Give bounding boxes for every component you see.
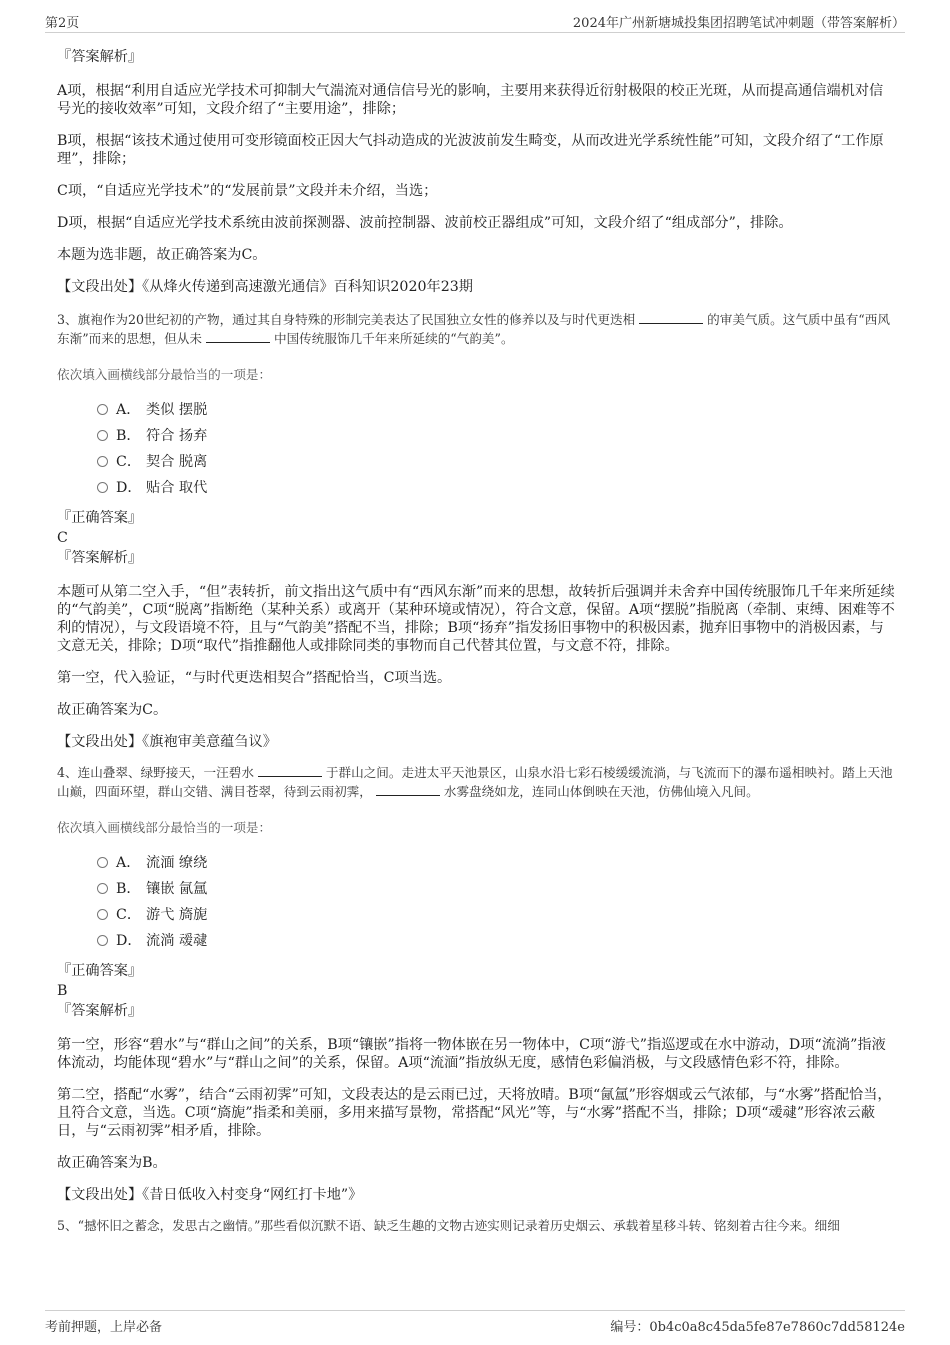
option-text: 流淌 叆叇 — [146, 933, 208, 949]
q2-conclusion: 本题为选非题，故正确答案为C。 — [57, 247, 267, 263]
option-key: D． — [116, 480, 142, 496]
q4-analysis-2: 第二空，搭配“水雾”，结合“云雨初霁”可知，文段表达的是云雨已过，天将放晴。B项“氤氲”形容烟或云气浓郁，与“水雾”搭配恰当，且符合文意，当选。C项“旖旎”指柔和美丽，多用来描写景物，常搭配“风光”等，与“水雾”搭配不当，排除；D项“叆叇”形容浓云蔽日，与“云雨初霁”相矛盾，排除。 — [57, 1087, 892, 1139]
option-key: C． — [116, 907, 142, 923]
q4-stem — [57, 763, 895, 801]
q3-source: 【文段出处】《旗袍审美意蕴刍议》 — [57, 734, 277, 750]
option-key: A． — [116, 402, 141, 418]
q3-option-c[interactable] — [97, 449, 895, 475]
q3-answer: C — [57, 530, 68, 546]
radio-icon[interactable] — [97, 482, 108, 493]
q4-options — [97, 850, 895, 954]
page-footer — [45, 1310, 905, 1333]
option-key: B． — [116, 881, 141, 897]
q5-stem: 5、“撼怀旧之蓄念，发思古之幽情。”那些看似沉默不语、缺乏生趣的文物古迹实则记录着历史烟云、承载着星移斗转、铭刻着古往今来。细细 — [57, 1218, 840, 1233]
page-header — [45, 8, 905, 33]
q2-analysis-option-a: A项，根据“利用自适应光学技术可抑制大气湍流对通信信号光的影响，主要用来获得近衍射极限的校正光斑，从而提高通信端机对信号光的接收效率”可知，文段介绍了“主要用途”，排除； — [57, 83, 884, 117]
option-key: C． — [116, 454, 142, 470]
q3-answer-heading: 『正确答案』 — [57, 510, 143, 526]
radio-icon[interactable] — [97, 456, 108, 467]
option-text: 贴合 取代 — [146, 480, 208, 496]
q4-stem-part-3: 水雾盘绕如龙，连同山体倒映在天池，仿佛仙境入凡间。 — [443, 784, 759, 799]
q3-stem-part-1: 3、旗袍作为20世纪初的产物，通过其自身特殊的形制完美表达了民国独立女性的修养以及与时代更迭相 — [57, 312, 636, 327]
page-number-label: 第2页 — [45, 16, 80, 31]
option-key: B． — [116, 428, 141, 444]
q4-blank-2 — [376, 783, 440, 796]
radio-icon[interactable] — [97, 857, 108, 868]
q4-option-d[interactable] — [97, 928, 895, 954]
q2-source: 【文段出处】《从烽火传递到高速激光通信》百科知识2020年23期 — [57, 279, 473, 295]
q2-analysis-heading: 『答案解析』 — [57, 49, 143, 65]
q3-blank-2 — [206, 330, 270, 343]
q4-option-b[interactable] — [97, 876, 895, 902]
q3-option-b[interactable] — [97, 423, 895, 449]
q4-option-a[interactable] — [97, 850, 895, 876]
document-body — [57, 44, 895, 1235]
option-key: D． — [116, 933, 142, 949]
q3-stem — [57, 310, 895, 348]
q3-stem-part-2: 的审美气质。这气质中虽有“西风东渐”而来的思想，但从未 — [57, 312, 890, 346]
q3-stem-part-3: 中国传统服饰几千年来所延续的“气韵美”。 — [273, 331, 514, 346]
q3-conclusion: 故正确答案为C。 — [57, 702, 168, 718]
q4-prompt: 依次填入画横线部分最恰当的一项是： — [57, 820, 272, 835]
q4-analysis-heading: 『答案解析』 — [57, 1003, 143, 1019]
q4-answer: B — [57, 983, 68, 999]
option-text: 流湎 缭绕 — [146, 855, 208, 871]
option-text: 符合 扬弃 — [146, 428, 208, 444]
q2-analysis-option-d: D项，根据“自适应光学技术系统由波前探测器、波前控制器、波前校正器组成”可知，文段介绍了“组成部分”，排除。 — [57, 215, 793, 231]
q2-analysis-option-b: B项，根据“该技术通过使用可变形镜面校正因大气抖动造成的光波波前发生畸变，从而改进光学系统性能”可知，文段介绍了“工作原理”，排除； — [57, 133, 884, 167]
q3-prompt: 依次填入画横线部分最恰当的一项是： — [57, 367, 272, 382]
option-text: 契合 脱离 — [146, 454, 208, 470]
q4-stem-part-1: 4、连山叠翠、绿野接天，一汪碧水 — [57, 765, 254, 780]
q4-blank-1 — [258, 764, 322, 777]
q3-analysis-1: 本题可从第二空入手，“但”表转折，前文指出这气质中有“西风东渐”而来的思想，故转折后强调并未舍弃中国传统服饰几千年来所延续的“气韵美”，C项“脱离”指断绝（某种关系）或离开（某种环境或情况），符合文意，保留。A项“摆脱”指脱离（牵制、束缚、困难等不利的情况），与文段语境不符，且与“气韵美”搭配不当，排除；B项“扬弃”指发扬旧事物中的积极因素，抛弃旧事物中的消极因素，与文意无关，排除；D项“取代”指推翻他人或排除同类的事物而自己代替其位置，与文意不符，排除。 — [57, 584, 895, 654]
radio-icon[interactable] — [97, 404, 108, 415]
option-key: A． — [116, 855, 141, 871]
radio-icon[interactable] — [97, 430, 108, 441]
footer-slogan: 考前押题，上岸必备 — [45, 1320, 163, 1335]
q4-stem-part-2: 于群山之间。走进太平天池景区，山泉水沿七彩石棱缓缓流淌，与飞流而下的瀑布遥相映衬。踏上天池山巅，四面环望，群山交错、满目苍翠，待到云雨初霁， — [57, 765, 893, 799]
radio-icon[interactable] — [97, 883, 108, 894]
q4-option-c[interactable] — [97, 902, 895, 928]
q4-source: 【文段出处】《昔日低收入村变身“网红打卡地”》 — [57, 1187, 363, 1203]
radio-icon[interactable] — [97, 909, 108, 920]
q3-option-d[interactable] — [97, 475, 895, 501]
q2-analysis-option-c: C项，“自适应光学技术”的“发展前景”文段并未介绍，当选； — [57, 183, 438, 199]
option-text: 游弋 旖旎 — [146, 907, 208, 923]
radio-icon[interactable] — [97, 935, 108, 946]
option-text: 类似 摆脱 — [146, 402, 208, 418]
q4-answer-heading: 『正确答案』 — [57, 963, 143, 979]
option-text: 镶嵌 氤氲 — [146, 881, 208, 897]
q3-analysis-2: 第一空，代入验证，“与时代更迭相契合”搭配恰当，C项当选。 — [57, 670, 452, 686]
document-title: 2024年广州新塘城投集团招聘笔试冲刺题（带答案解析） — [572, 16, 905, 31]
q3-option-a[interactable] — [97, 397, 895, 423]
q3-options — [97, 397, 895, 501]
q4-analysis-1: 第一空，形容“碧水”与“群山之间”的关系，B项“镶嵌”指将一物体嵌在另一物体中，C项“游弋”指巡逻或在水中游动，D项“流淌”指液体流动，均能体现“碧水”与“群山之间”的关系，保留。A项“流湎”指放纵无度，感情色彩偏消极，与文段感情色彩不符，排除。 — [57, 1037, 886, 1071]
q3-analysis-heading: 『答案解析』 — [57, 550, 143, 566]
q4-conclusion: 故正确答案为B。 — [57, 1155, 167, 1171]
q3-blank-1 — [639, 311, 703, 324]
document-code: 编号：0b4c0a8c45da5fe87e7860c7dd58124e — [610, 1320, 905, 1335]
